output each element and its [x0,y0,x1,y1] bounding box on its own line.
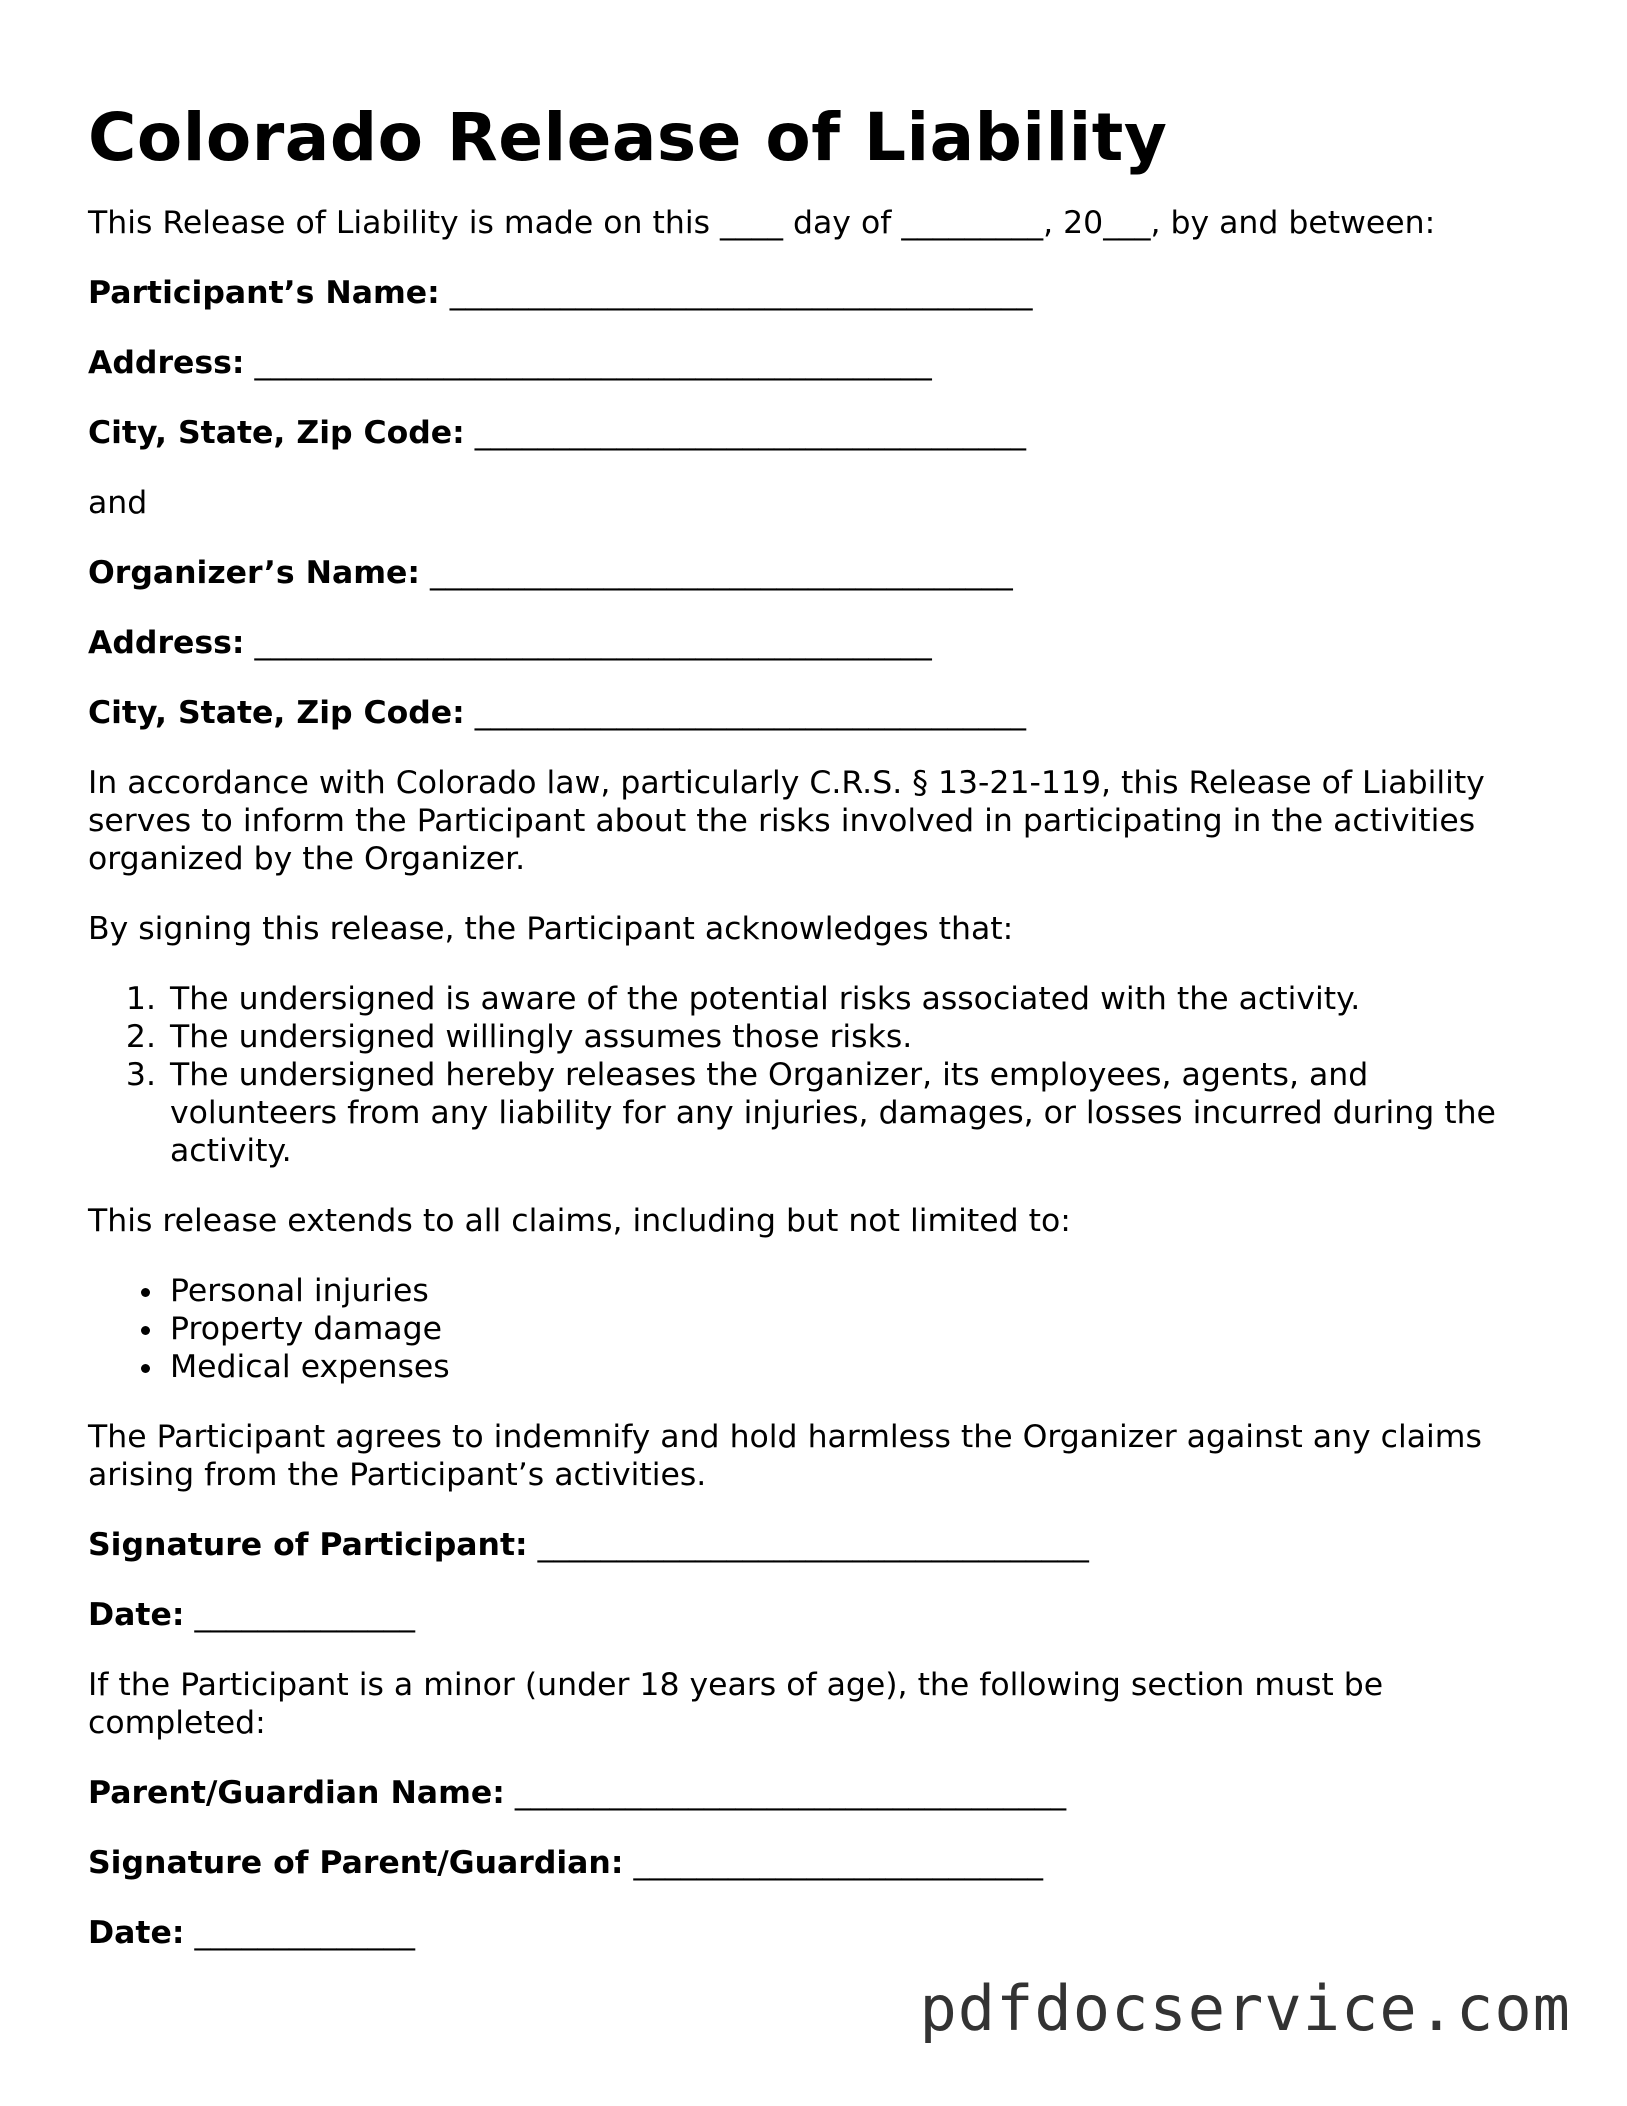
claims-intro: This release extends to all claims, including but not limited to: [88,1202,1071,1239]
guardian-date-blank[interactable]: ______________ [194,1914,415,1951]
organizer-address-blank[interactable]: ___________________________________________ [254,624,932,661]
organizer-city-field[interactable] [88,694,1518,732]
guardian-signature-label: Signature of Parent/Guardian: [88,1844,624,1881]
acknowledges-intro: By signing this release, the Participant acknowledges that: [88,910,1014,947]
organizer-city-blank[interactable]: ___________________________________ [474,694,1027,731]
list-item: 2. The undersigned willingly assumes those risks. [166,1018,1518,1056]
list-item: • Personal injuries [166,1272,1518,1310]
accordance-paragraph: In accordance with Colorado law, particularly C.R.S. § 13-21-119, this Release of Liability serves to inform the Participant about the risks involved in participating in the activities organized by the Organizer. [88,764,1485,877]
document-page [88,100,1518,1952]
participant-address-blank[interactable]: ___________________________________________ [254,344,932,381]
participant-city-field[interactable] [88,414,1518,452]
participant-signature-blank[interactable]: ___________________________________ [537,1526,1089,1563]
organizer-address-label: Address: [88,624,245,661]
guardian-date-label: Date: [88,1914,185,1951]
acknowledgements-list [88,980,1518,1170]
organizer-address-field[interactable] [88,624,1518,662]
participant-date-field[interactable] [88,1596,1518,1634]
guardian-signature-blank[interactable]: __________________________ [633,1844,1043,1881]
participant-signature-field[interactable] [88,1526,1518,1564]
participant-name-label: Participant’s Name: [88,274,440,311]
and-text: and [88,484,148,521]
guardian-signature-field[interactable] [88,1844,1518,1882]
guardian-date-field[interactable] [88,1914,1518,1952]
document-title: Colorado Release of Liability [88,99,1168,176]
participant-city-blank[interactable]: ___________________________________ [474,414,1027,451]
list-item: 1. The undersigned is aware of the potential risks associated with the activity. [166,980,1518,1018]
organizer-city-label: City, State, Zip Code: [88,694,465,731]
participant-name-field[interactable] [88,274,1518,312]
guardian-name-field[interactable] [88,1774,1518,1812]
list-item: • Medical expenses [166,1348,1518,1386]
organizer-name-field[interactable] [88,554,1518,592]
participant-address-field[interactable] [88,344,1518,382]
guardian-name-blank[interactable]: ___________________________________ [514,1774,1067,1811]
participant-date-label: Date: [88,1596,185,1633]
indemnify-paragraph: The Participant agrees to indemnify and hold harmless the Organizer against any claims arising from the Participant’s activities. [88,1418,1482,1493]
claims-list [88,1272,1518,1386]
guardian-name-label: Parent/Guardian Name: [88,1774,505,1811]
minor-paragraph: If the Participant is a minor (under 18 years of age), the following section must be completed: [88,1666,1384,1741]
organizer-name-blank[interactable]: _____________________________________ [430,554,1013,591]
intro-paragraph: This Release of Liability is made on this ____ day of _________, 20___, by and between: [88,204,1436,241]
participant-signature-label: Signature of Participant: [88,1526,528,1563]
organizer-name-label: Organizer’s Name: [88,554,420,591]
list-item: 3. The undersigned hereby releases the Organizer, its employees, agents, and volunteers from any liability for any injuries, damages, or losses incurred during the activity. [166,1056,1518,1170]
participant-date-blank[interactable]: ______________ [194,1596,415,1633]
watermark: pdfdocservice.com [919,1972,1571,2045]
participant-name-blank[interactable]: _____________________________________ [449,274,1033,311]
participant-address-label: Address: [88,344,245,381]
list-item: • Property damage [166,1310,1518,1348]
participant-city-label: City, State, Zip Code: [88,414,465,451]
